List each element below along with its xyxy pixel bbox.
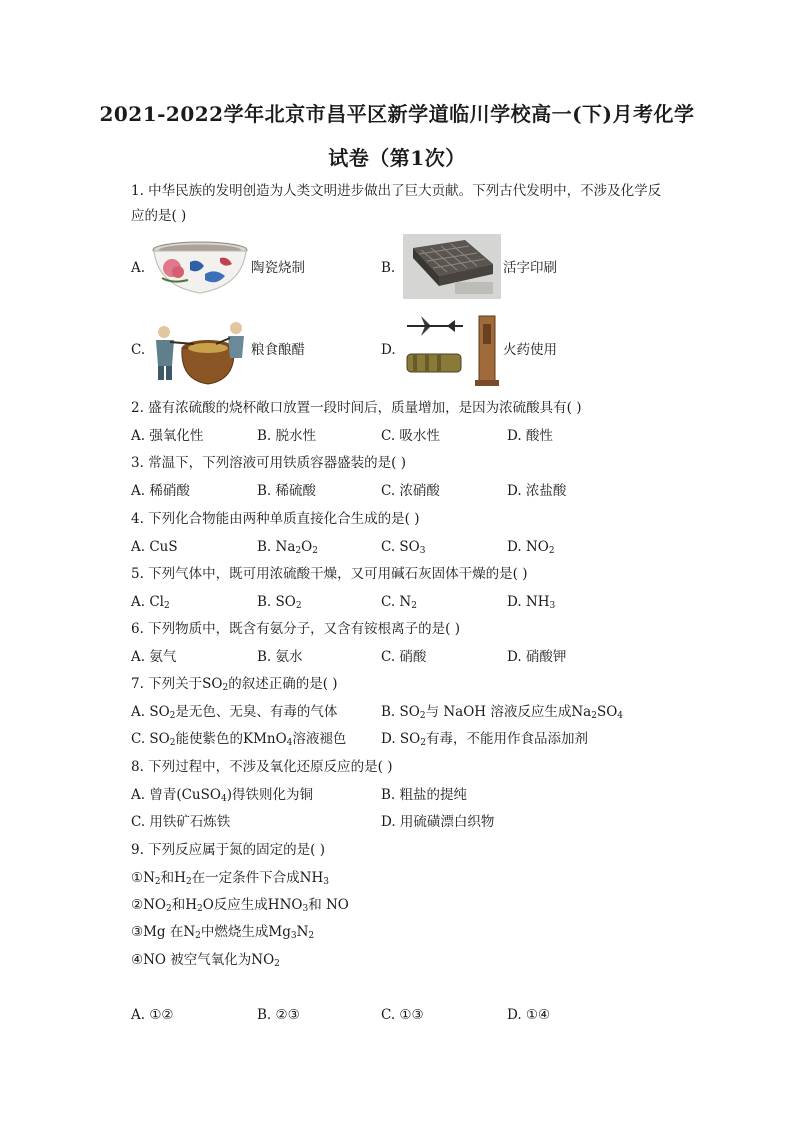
q9-statement-3: ③Mg 在$N_2$中燃烧生成$Mg_3N_2$ xyxy=(131,924,315,941)
vinegar-brewing-image xyxy=(150,314,250,386)
q9-option-a: A. ①② xyxy=(131,1007,174,1023)
q6-option-c: C. 硝酸 xyxy=(381,649,427,665)
q4-option-b: B. $Na_2O_2$ xyxy=(257,539,318,556)
q1-option-a-text: 陶瓷烧制 xyxy=(251,260,305,276)
q2-option-b: B. 脱水性 xyxy=(257,428,317,444)
q9-statement-4: ④NO 被空气氧化为$NO_2$ xyxy=(131,952,280,969)
q4-option-a: A. CuS xyxy=(131,539,178,555)
q1-option-c-text: 粮食酿醋 xyxy=(251,342,305,358)
q1-option-b-letter: B. xyxy=(381,260,396,276)
q2-stem: 2. 盛有浓硫酸的烧杯敞口放置一段时间后，质量增加，是因为浓硫酸具有( ) xyxy=(131,400,582,416)
q1-option-b-text: 活字印刷 xyxy=(503,260,557,276)
q8-option-a: A. 曾青(CuSO$_4$)得铁则化为铜 xyxy=(131,787,313,804)
q3-option-c: C. 浓硝酸 xyxy=(381,483,440,499)
q4-stem: 4. 下列化合物能由两种单质直接化合生成的是( ) xyxy=(131,511,420,527)
q9-stem: 9. 下列反应属于氮的固定的是( ) xyxy=(131,842,325,858)
q4-option-c: C. $SO_3$ xyxy=(381,539,426,556)
q6-option-d: D. 硝酸钾 xyxy=(507,649,567,665)
q5-option-c: C. $N_2$ xyxy=(381,594,417,611)
q7-option-c: C. $SO_2$能使紫色的KMnO$_4$溶液褪色 xyxy=(131,731,347,748)
paper-title-line2: 试卷（第1次） xyxy=(328,146,466,170)
q8-option-d: D. 用硫磺漂白织物 xyxy=(381,814,495,830)
q5-option-d: D. $NH_3$ xyxy=(507,594,556,611)
q2-option-c: C. 吸水性 xyxy=(381,428,440,444)
q6-option-a: A. 氨气 xyxy=(131,649,177,665)
movable-type-image xyxy=(403,234,501,299)
q1-option-d-text: 火药使用 xyxy=(503,342,557,358)
q9-statement-2: $②NO_2$和$H_2O$反应生成$HNO_3$和 NO xyxy=(131,897,349,914)
q3-option-a: A. 稀硝酸 xyxy=(131,483,190,499)
q8-option-c: C. 用铁矿石炼铁 xyxy=(131,814,231,830)
q9-option-d: D. ①④ xyxy=(507,1007,551,1023)
q3-stem: 3. 常温下，下列溶液可用铁质容器盛装的是( ) xyxy=(131,455,406,471)
q1-stem-line1: 1. 中华民族的发明创造为人类文明进步做出了巨大贡献。下列古代发明中，不涉及化学反 xyxy=(131,183,662,199)
q2-option-a: A. 强氧化性 xyxy=(131,428,204,444)
q1-option-d-letter: D. xyxy=(381,342,396,358)
q7-option-a: A. $SO_2$是无色、无臭、有毒的气体 xyxy=(131,704,338,721)
q5-option-b: B. $SO_2$ xyxy=(257,594,302,611)
q8-option-b: B. 粗盐的提纯 xyxy=(381,787,468,803)
q7-option-d: D. $SO_2$有毒，不能用作食品添加剂 xyxy=(381,731,588,748)
q3-option-d: D. 浓盐酸 xyxy=(507,483,567,499)
q1-stem-line2: 应的是( ) xyxy=(131,208,187,224)
q9-statement-1: $①N_2$和$H_2$在一定条件下合成$NH_3$ xyxy=(131,870,329,887)
q6-stem: 6. 下列物质中，既含有氨分子，又含有铵根离子的是( ) xyxy=(131,621,460,637)
q2-option-d: D. 酸性 xyxy=(507,428,553,444)
paper-title-line1: 2021-2022学年北京市昌平区新学道临川学校高一(下)月考化学 xyxy=(99,102,695,126)
q9-option-b: B. ②③ xyxy=(257,1007,300,1023)
q4-option-d: D. $NO_2$ xyxy=(507,539,555,556)
q8-stem: 8. 下列过程中，不涉及氧化还原反应的是( ) xyxy=(131,759,393,775)
q7-option-b: B. $SO_2$与 NaOH 溶液反应生成$Na_2SO_4$ xyxy=(381,704,624,721)
gunpowder-image xyxy=(403,312,501,388)
q7-stem: 7. 下列关于$SO_2$的叙述正确的是( ) xyxy=(131,676,338,693)
q1-option-c-letter: C. xyxy=(131,342,146,358)
q9-option-c: C. ①③ xyxy=(381,1007,424,1023)
q6-option-b: B. 氨水 xyxy=(257,649,303,665)
q3-option-b: B. 稀硫酸 xyxy=(257,483,317,499)
q1-option-a-letter: A. xyxy=(131,260,146,276)
q5-stem: 5. 下列气体中，既可用浓硫酸干燥，又可用碱石灰固体干燥的是( ) xyxy=(131,566,528,582)
q5-option-a: A. $Cl_2$ xyxy=(131,594,170,611)
porcelain-bowl-image xyxy=(150,238,250,296)
